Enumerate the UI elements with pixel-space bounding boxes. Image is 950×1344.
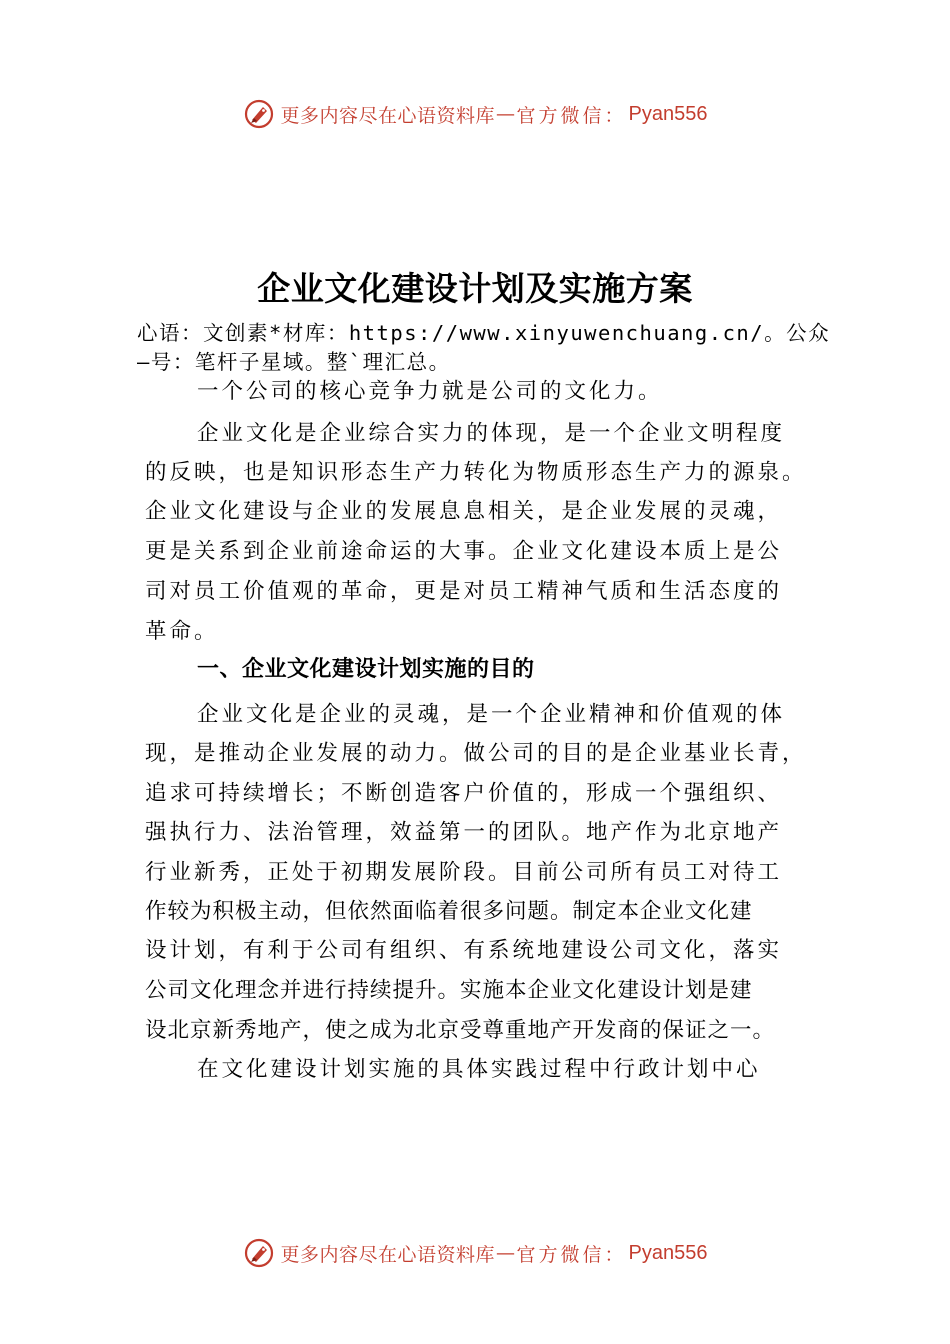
footer-banner — [0, 1233, 950, 1273]
pen-nib-logo-icon — [243, 1237, 275, 1269]
paragraph-line: 企业文化建设与企业的发展息息相关，是企业发展的灵魂， — [145, 499, 783, 524]
paragraph-line: 设北京新秀地产，使之成为北京受尊重地产开发商的保证之一。 — [145, 1018, 776, 1043]
paragraph-line: 在文化建设计划实施的具体实践过程中行政计划中心 — [197, 1057, 761, 1082]
header-banner — [0, 94, 950, 134]
paragraph-line: 更是关系到企业前途命运的大事。企业文化建设本质上是公 — [145, 539, 783, 564]
paragraph-line: 现，是推动企业发展的动力。做公司的目的是企业基业长青， — [145, 741, 807, 766]
intro-line: 一个公司的核心竞争力就是公司的文化力。 — [197, 379, 663, 404]
paragraph-line: 行业新秀，正处于初期发展阶段。目前公司所有员工对待工 — [145, 860, 783, 885]
document-title: 企业文化建设计划及实施方案 — [257, 269, 693, 308]
source-note-line: 心语：文创素*材库：https://www.xinyuwenchuang.cn/。公众 — [137, 321, 831, 345]
section-heading: 一、企业文化建设计划实施的目的 — [197, 657, 535, 682]
banner-wechat-id: Pyan556 — [628, 1241, 708, 1264]
banner-text: 更多内容尽在心语资料库 — [280, 1243, 496, 1266]
paragraph-line: 设计划，有利于公司有组织、有系统地建设公司文化，落实 — [145, 938, 783, 963]
paragraph-line: 司对员工价值观的革命，更是对员工精神气质和生活态度的 — [145, 579, 783, 604]
paragraph-line: 的反映，也是知识形态生产力转化为物质形态生产力的源泉。 — [145, 460, 807, 485]
banner-wechat-id: Pyan556 — [628, 102, 708, 125]
paragraph-line: 革命。 — [145, 619, 219, 644]
source-note-line: —号：笔杆子星域。整`理汇总。 — [137, 350, 451, 374]
pen-nib-logo-icon — [243, 98, 275, 130]
paragraph-line: 公司文化理念并进行持续提升。实施本企业文化建设计划是建 — [145, 978, 753, 1003]
paragraph-line: 企业文化是企业的灵魂，是一个企业精神和价值观的体 — [197, 702, 786, 727]
paragraph-line: 作较为积极主动，但依然面临着很多问题。制定本企业文化建 — [145, 899, 753, 924]
banner-dash: — — [496, 103, 516, 125]
banner-text: 更多内容尽在心语资料库 — [280, 104, 496, 127]
paragraph-line: 企业文化是企业综合实力的体现，是一个企业文明程度 — [197, 421, 786, 446]
banner-dash: — — [496, 1242, 516, 1264]
banner-wechat-label: 官方微信： — [516, 1243, 627, 1266]
banner-wechat-label: 官方微信： — [516, 104, 627, 127]
paragraph-line: 强执行力、法治管理，效益第一的团队。地产作为北京地产 — [145, 820, 783, 845]
paragraph-line: 追求可持续增长；不断创造客户价值的，形成一个强组织、 — [145, 781, 783, 806]
